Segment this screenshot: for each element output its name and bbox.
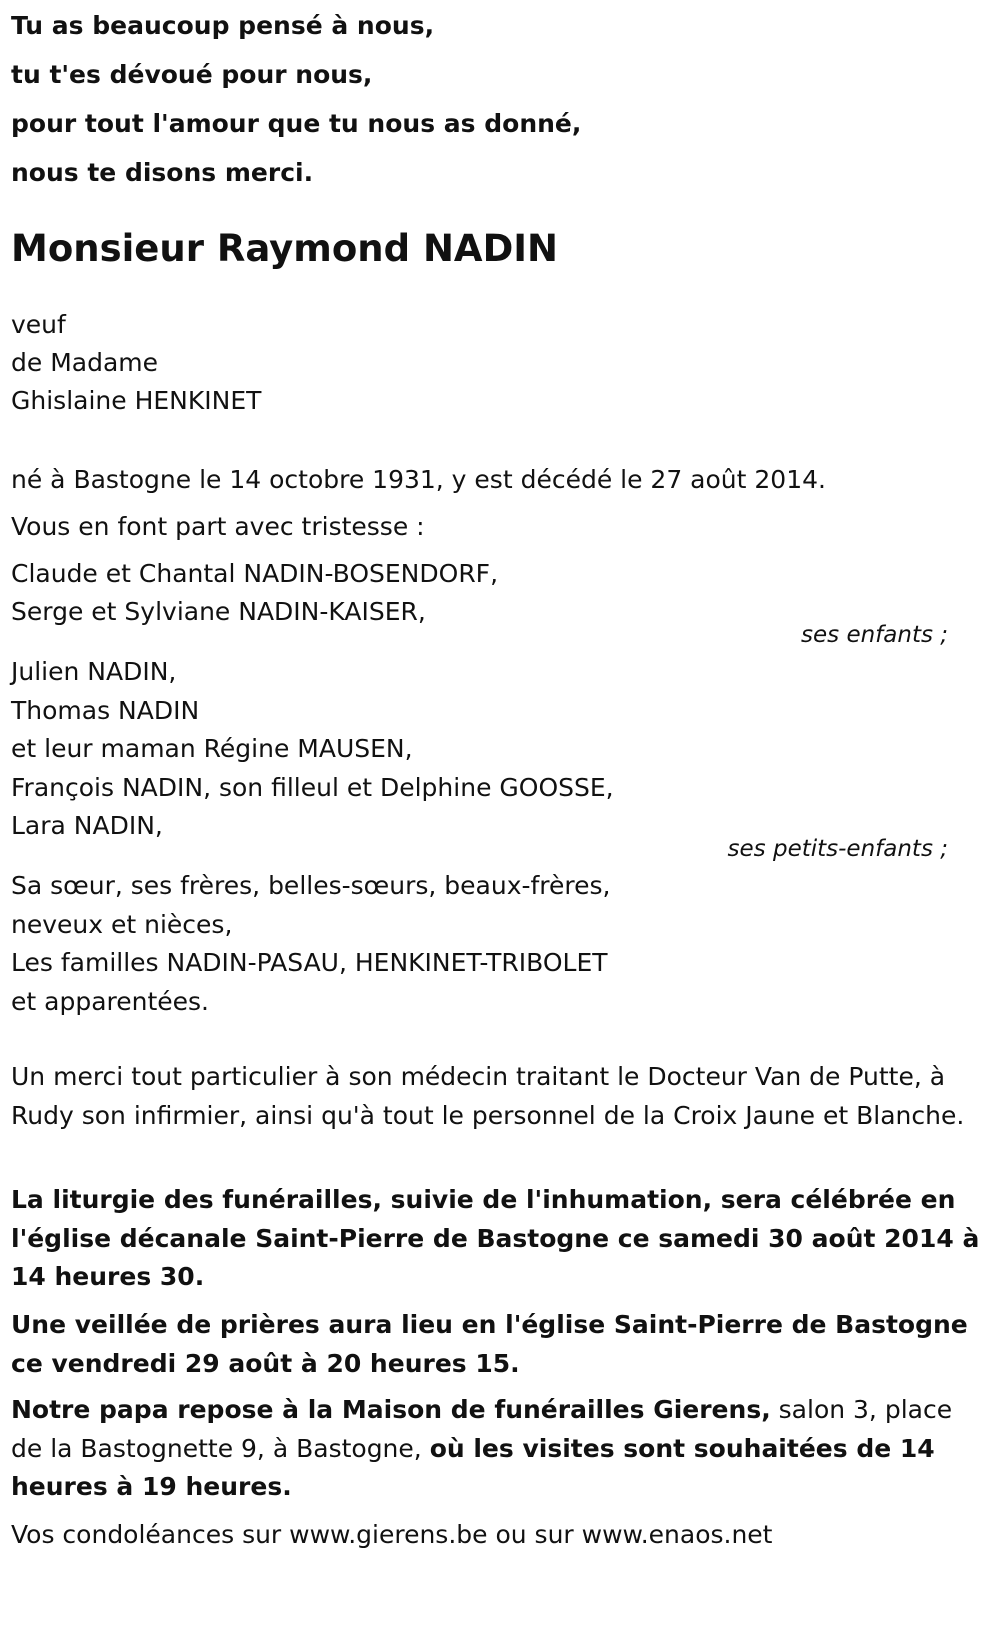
family-entry: Les familles NADIN-PASAU, HENKINET-TRIBOLET [11,948,608,977]
vigil-paragraph: Une veillée de prières aura lieu en l'église Saint-Pierre de Bastogne ce vendredi 29 août à 20 heures 15. [11,1310,968,1378]
children-label: ses enfants ; [801,622,948,648]
liturgy-paragraph: La liturgie des funérailles, suivie de l'inhumation, sera célébrée en l'église décanale Saint-Pierre de Bastogne ce samedi 30 août 2014 à 14 heures 30. [11,1185,980,1291]
grandchild-entry: Julien NADIN, [11,657,177,686]
family-entry: neveux et nièces, [11,909,233,939]
rest-paragraph [11,1391,991,1507]
birth-death: né à Bastogne le 14 octobre 1931, y est décédé le 27 août 2014. [11,465,826,494]
child-entry: Claude et Chantal NADIN-BOSENDORF, [11,559,499,588]
grandchildren-label: ses petits-enfants ; [727,836,948,862]
grandchild-entry: Lara NADIN, [11,811,163,840]
spouse-block [11,306,261,420]
family-entry: et apparentées. [11,986,209,1016]
rest-location: Notre papa repose à la Maison de funérailles Gierens, [11,1395,771,1424]
spouse-line: de Madame [11,348,159,377]
rest-visits: où les visites sont souhaitées de 14 heures à 19 heures. [11,1433,935,1501]
grandchildren-list [11,653,614,846]
family-list [11,867,611,1021]
rest-address: salon 3, place de la Bastognette 9, à Bastogne, [11,1395,953,1463]
spouse-line: veuf [11,310,66,339]
deceased-name: Monsieur Raymond NADIN [11,227,559,270]
poem-line: Tu as beaucoup pensé à nous, [11,11,435,40]
poem-line: pour tout l'amour que tu nous as donné, [11,109,582,138]
poem-line: tu t'es dévoué pour nous, [11,60,373,89]
children-list [11,555,498,631]
child-entry: Serge et Sylviane NADIN-KAISER, [11,597,426,626]
grandchild-entry: Thomas NADIN [11,695,200,725]
announce-line: Vous en font part avec tristesse : [11,512,425,541]
thanks-paragraph: Un merci tout particulier à son médecin traitant le Docteur Van de Putte, à Rudy son infirmier, ainsi qu'à tout le personnel de la Croix Jaune et Blanche. [11,1062,965,1130]
poem-line: nous te disons merci. [11,158,314,187]
grandchild-entry: François NADIN, son filleul et Delphine GOOSSE, [11,772,614,802]
condolences-line: Vos condoléances sur www.gierens.be ou sur www.enaos.net [11,1520,773,1549]
spouse-line: Ghislaine HENKINET [11,386,262,415]
grandchild-entry: et leur maman Régine MAUSEN, [11,734,413,763]
poem [11,6,581,202]
family-entry: Sa sœur, ses frères, belles-sœurs, beaux-frères, [11,871,611,900]
